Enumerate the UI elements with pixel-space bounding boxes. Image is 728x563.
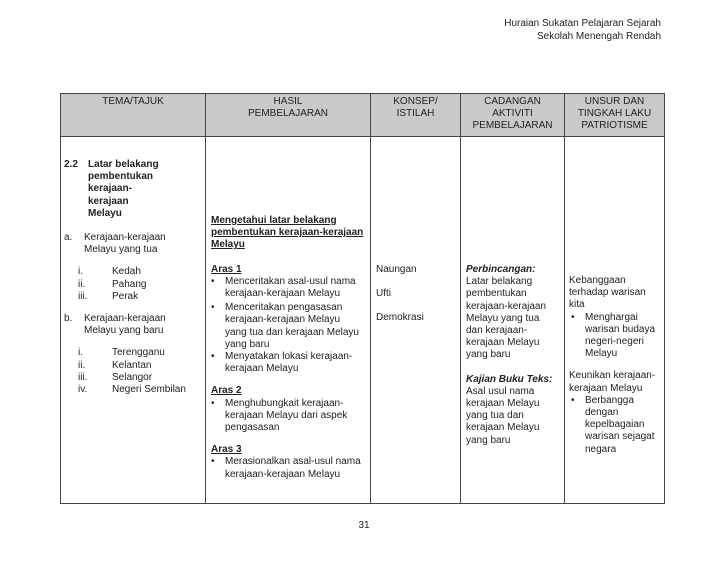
activity-text: Latar belakang pembentukan kerajaan-kerajaan Melayu yang tua dan kerajaan- kerajaan Melayu yang baru bbox=[466, 276, 547, 361]
list-item: • Merasionalkan asal-usul nama kerajaan-kerajaan Melayu bbox=[211, 456, 361, 480]
concept-item: Demokrasi bbox=[376, 312, 424, 324]
syllabus-table bbox=[60, 93, 665, 504]
unsur-patriotisme-cell bbox=[565, 137, 665, 504]
list-item: • Menyatakan lokasi kerajaan- kerajaan Melayu bbox=[211, 351, 353, 375]
header-konsep-istilah: KONSEP/ ISTILAH bbox=[371, 94, 461, 137]
list-item: iii. Perak bbox=[78, 290, 139, 302]
table-body-row bbox=[61, 137, 665, 504]
header-unsur-patriotisme: UNSUR DAN TINGKAH LAKU PATRIOTISME bbox=[565, 94, 665, 137]
konsep-istilah-cell bbox=[371, 137, 461, 504]
document-header bbox=[504, 17, 661, 43]
table-header-row bbox=[61, 94, 665, 137]
list-item: ii. Kelantan bbox=[78, 359, 152, 371]
learning-outcome-intro: Mengetahui latar belakang pembentukan kerajaan-kerajaan Melayu bbox=[211, 215, 364, 251]
list-item: • Berbangga dengan kepelbagaian warisan sejagat negara bbox=[571, 394, 655, 455]
hasil-pembelajaran-cell bbox=[206, 137, 371, 504]
activity-heading-kajian: Kajian Buku Teks: bbox=[466, 373, 553, 385]
aras-3-heading: Aras 3 bbox=[211, 444, 242, 456]
subtopic-a: a. Kerajaan-kerajaan Melayu yang tua bbox=[64, 232, 166, 256]
aras-1-heading: Aras 1 bbox=[211, 263, 242, 275]
topic-heading: 2.2 Latar belakang pembentukan kerajaan- kerajaan Melayu bbox=[64, 159, 159, 219]
page-number: 31 bbox=[358, 520, 370, 531]
header-tema-tajuk: TEMA/TAJUK bbox=[61, 94, 206, 137]
list-item: iii. Selangor bbox=[78, 371, 153, 383]
list-item: • Menceritakan asal-usul nama kerajaan-kerajaan Melayu bbox=[211, 275, 356, 300]
concept-item: Naungan bbox=[376, 264, 417, 275]
list-item: • Menghargai warisan budaya negeri-negeri Melayu bbox=[571, 311, 656, 360]
list-item: ii. Pahang bbox=[78, 278, 147, 290]
subtopic-b: b. Kerajaan-kerajaan Melayu yang baru bbox=[64, 313, 166, 337]
list-item: i. Kedah bbox=[78, 266, 141, 278]
concept-item: Ufti bbox=[376, 288, 391, 300]
header-cadangan-aktiviti: CADANGAN AKTIVITI PEMBELAJARAN bbox=[461, 94, 565, 137]
activity-text: Asal usul nama kerajaan Melayu yang tua dan kerajaan Melayu yang baru bbox=[466, 385, 540, 446]
list-item: iv. Negeri Sembilan bbox=[78, 384, 186, 396]
value-text: Kebanggaan terhadap warisan kita bbox=[569, 275, 646, 311]
tema-tajuk-cell bbox=[61, 137, 206, 504]
value-text: Keunikan kerajaan- kerajaan Melayu bbox=[569, 370, 656, 394]
header-hasil-pembelajaran: HASIL PEMBELAJARAN bbox=[206, 94, 371, 137]
list-item: i. Terengganu bbox=[78, 347, 165, 359]
aras-2-heading: Aras 2 bbox=[211, 385, 242, 397]
list-item: • Menceritakan pengasasan kerajaan-kerajaan Melayu yang tua dan kerajaan Melayu yang baru bbox=[211, 302, 359, 350]
activity-heading-perbincangan: Perbincangan: bbox=[466, 264, 536, 275]
header-line-2: Sekolah Menengah Rendah bbox=[537, 31, 661, 42]
cadangan-aktiviti-cell bbox=[461, 137, 565, 504]
list-item: • Menghubungkait kerajaan- kerajaan Melayu dari aspek pengasasan bbox=[211, 397, 348, 434]
header-line-1: Huraian Sukatan Pelajaran Sejarah bbox=[504, 18, 661, 29]
